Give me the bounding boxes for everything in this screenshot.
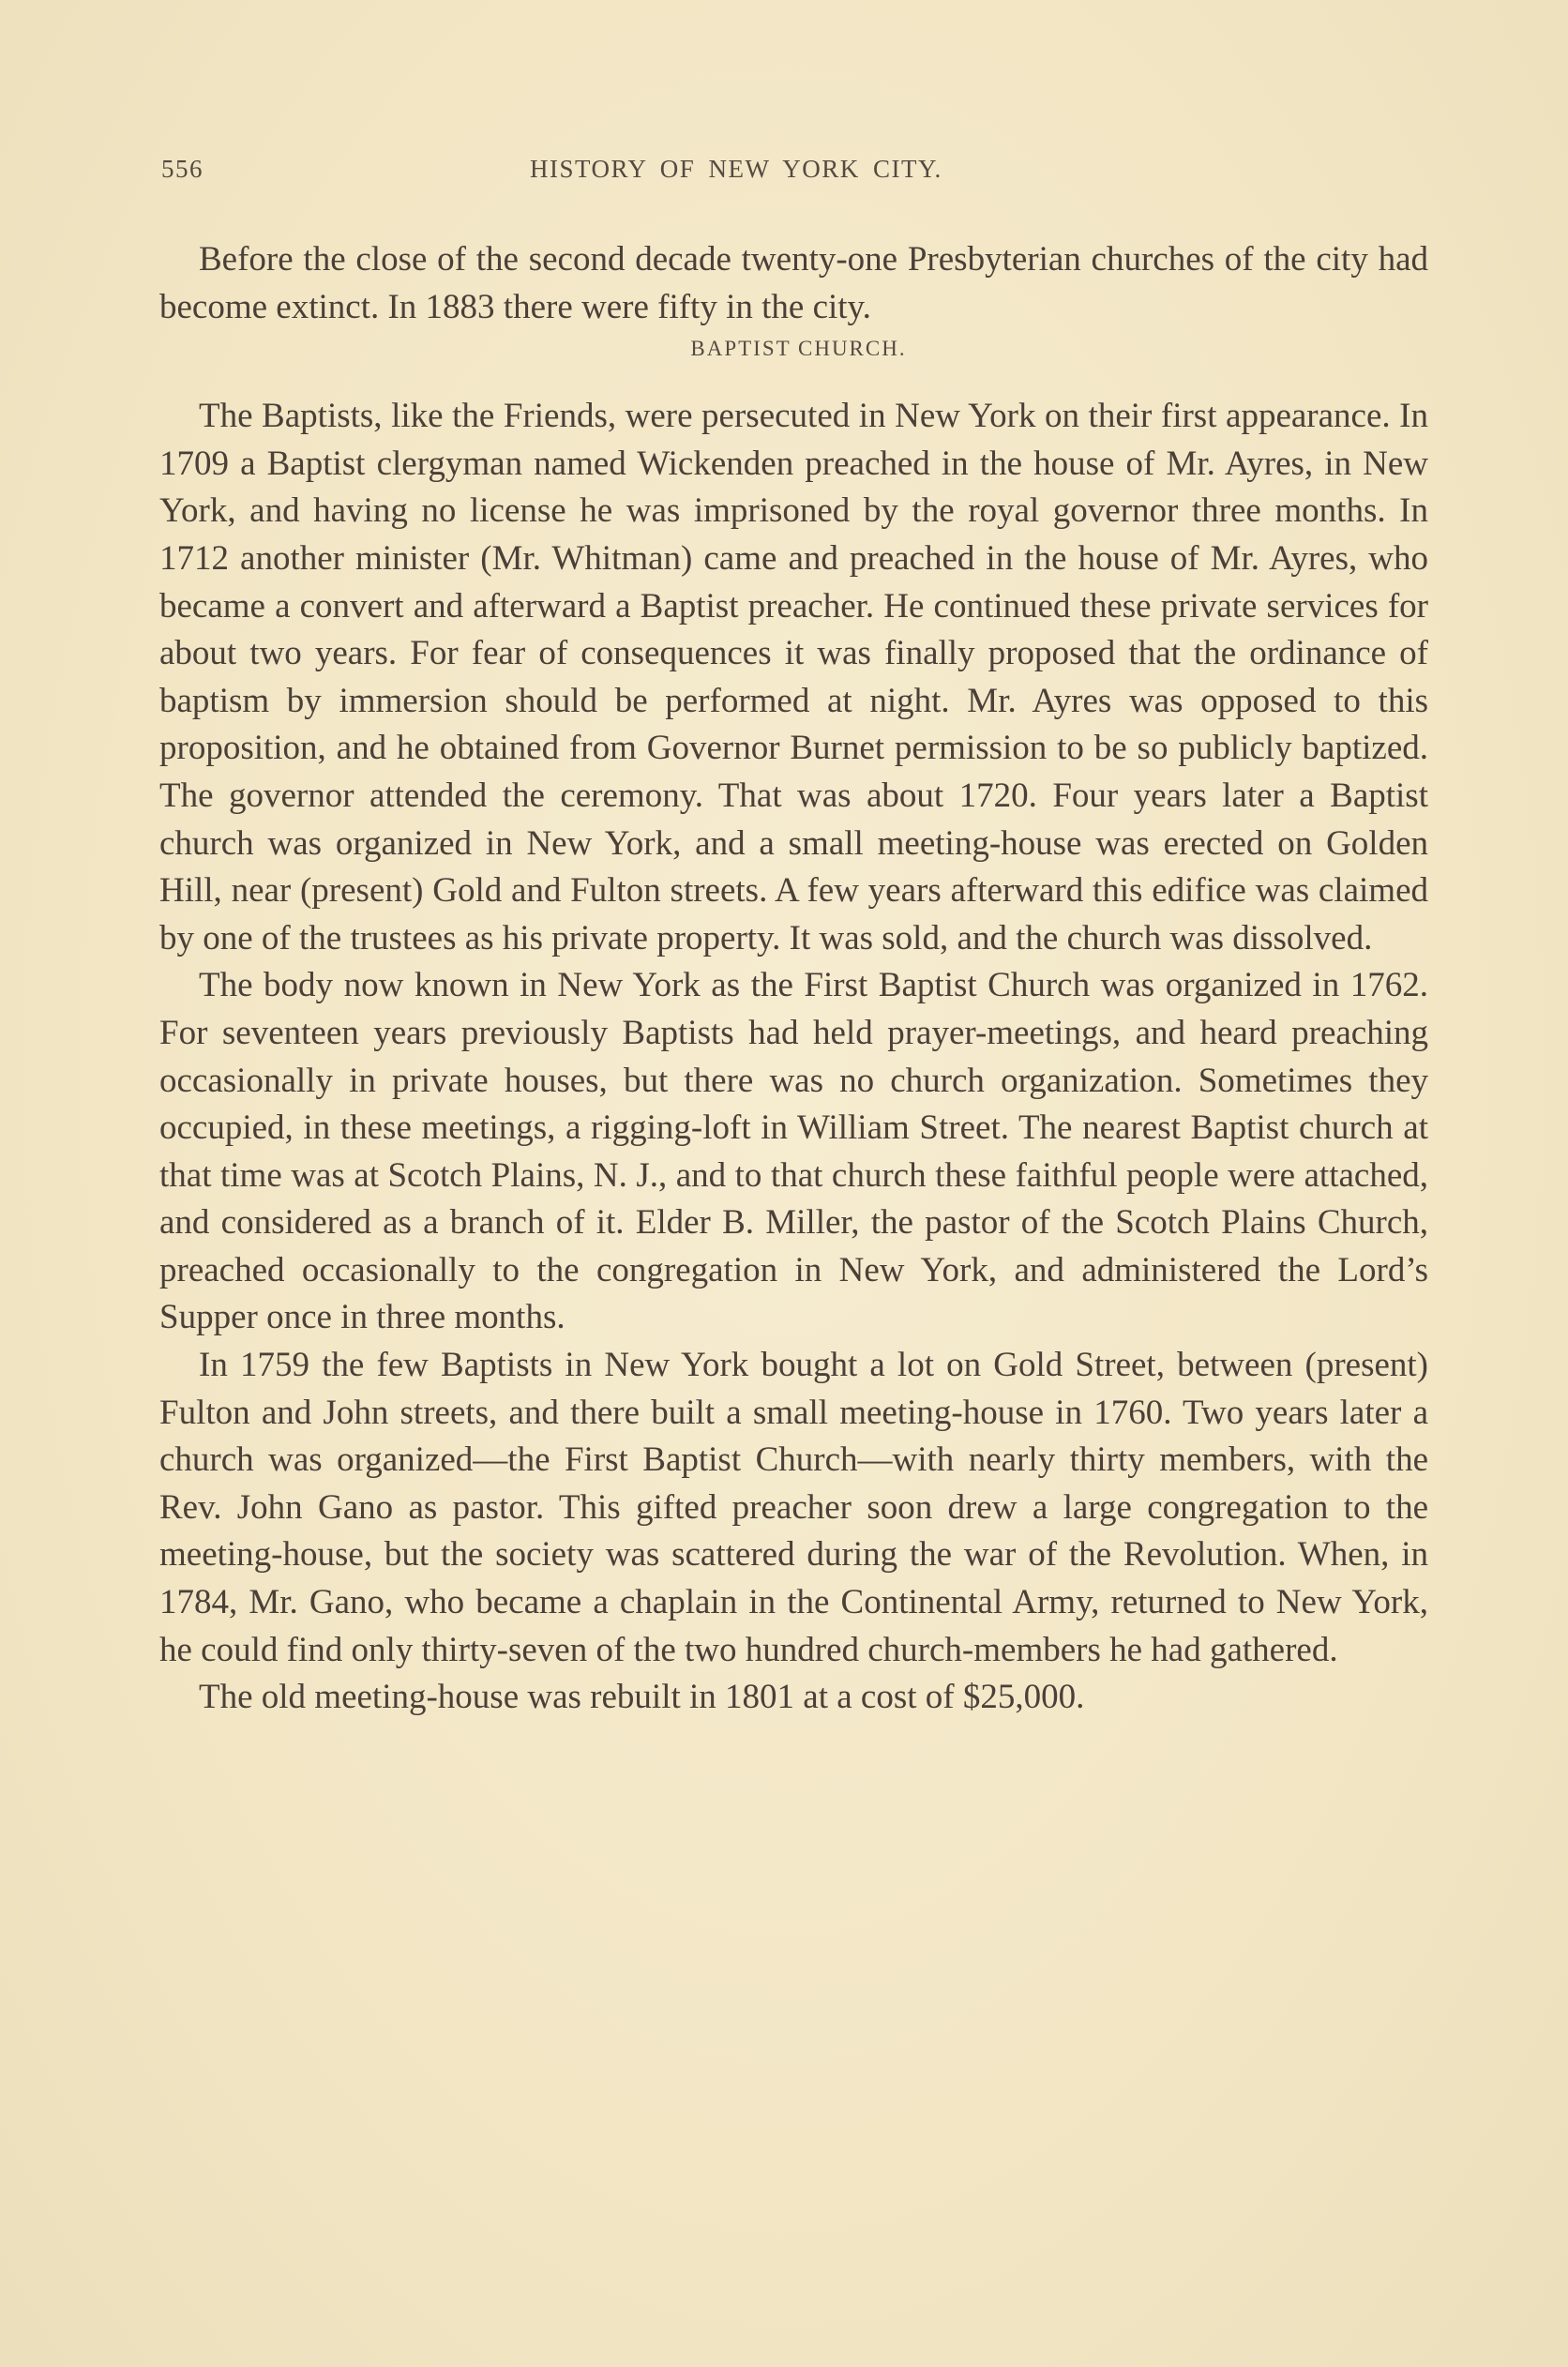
paragraph-first-baptist-church: The body now known in New York as the First Baptist Church was organized in 1762. For seventeen years previously Baptists had held prayer-meetings, and heard preaching occasionally in private houses, but there was no church organization. Sometimes they occupied, in these meetings, a rigging-loft in William Street. The nearest Baptist church at that time was at Scotch Plains, N. J., and to that church these faithful people were attached, and considered as a branch of it. Elder B. Miller, the pastor of the Scotch Plains Church, preached occasionally to the congregation in New York, and administered the Lord’s Supper once in three months. bbox=[159, 966, 1428, 1337]
paragraph-baptists-persecuted: The Baptists, like the Friends, were persecuted in New York on their first appearance. In 1709 a Baptist clergyman named Wickenden preached in the house of Mr. Ayres, in New York, and having no license he was imprisoned by the royal governor three months. In 1712 another minister (Mr. Whitman) came and preached in the house of Mr. Ayres, who became a convert and afterward a Baptist preacher. He continued these private services for about two years. For fear of consequences it was finally proposed that the ordinance of baptism by immersion should be performed at night. Mr. Ayres was opposed to this proposition, and he obtained from Governor Burnet permission to be so publicly baptized. The governor attended the ceremony. That was about 1720. Four years later a Baptist church was organized in New York, and a small meeting-house was erected on Golden Hill, near (present) Gold and Fulton streets. A few years afterward this edifice was claimed by one of the trustees as his private property. It was sold, and the church was dissolved. bbox=[159, 397, 1428, 957]
running-title: HISTORY OF NEW YORK CITY. bbox=[530, 155, 942, 183]
page-header bbox=[159, 155, 1425, 192]
paragraph-meeting-house-rebuilt: The old meeting-house was rebuilt in 1801 at a cost of $25,000. bbox=[199, 1678, 1085, 1717]
body-text bbox=[159, 236, 1428, 1722]
page-number: 556 bbox=[161, 155, 204, 183]
section-heading: BAPTIST CHURCH. bbox=[690, 337, 907, 361]
intro-paragraph: Before the close of the second decade twenty-one Presbyterian churches of the city had become extinct. In 1883 there were fifty in the city. bbox=[159, 240, 1428, 326]
paragraph-gold-street: In 1759 the few Baptists in New York bought a lot on Gold Street, between (present) Fulton and John streets, and there built a small meeting-house in 1760. Two years later a church was organized—the First Baptist Church—with nearly thirty members, with the Rev. John Gano as pastor. This gifted preacher soon drew a large congregation to the meeting-house, but the society was scattered during the war of the Revolution. When, in 1784, Mr. Gano, who became a chaplain in the Continental Army, returned to New York, he could find only thirty-seven of the two hundred church-members he had gathered. bbox=[159, 1346, 1428, 1669]
